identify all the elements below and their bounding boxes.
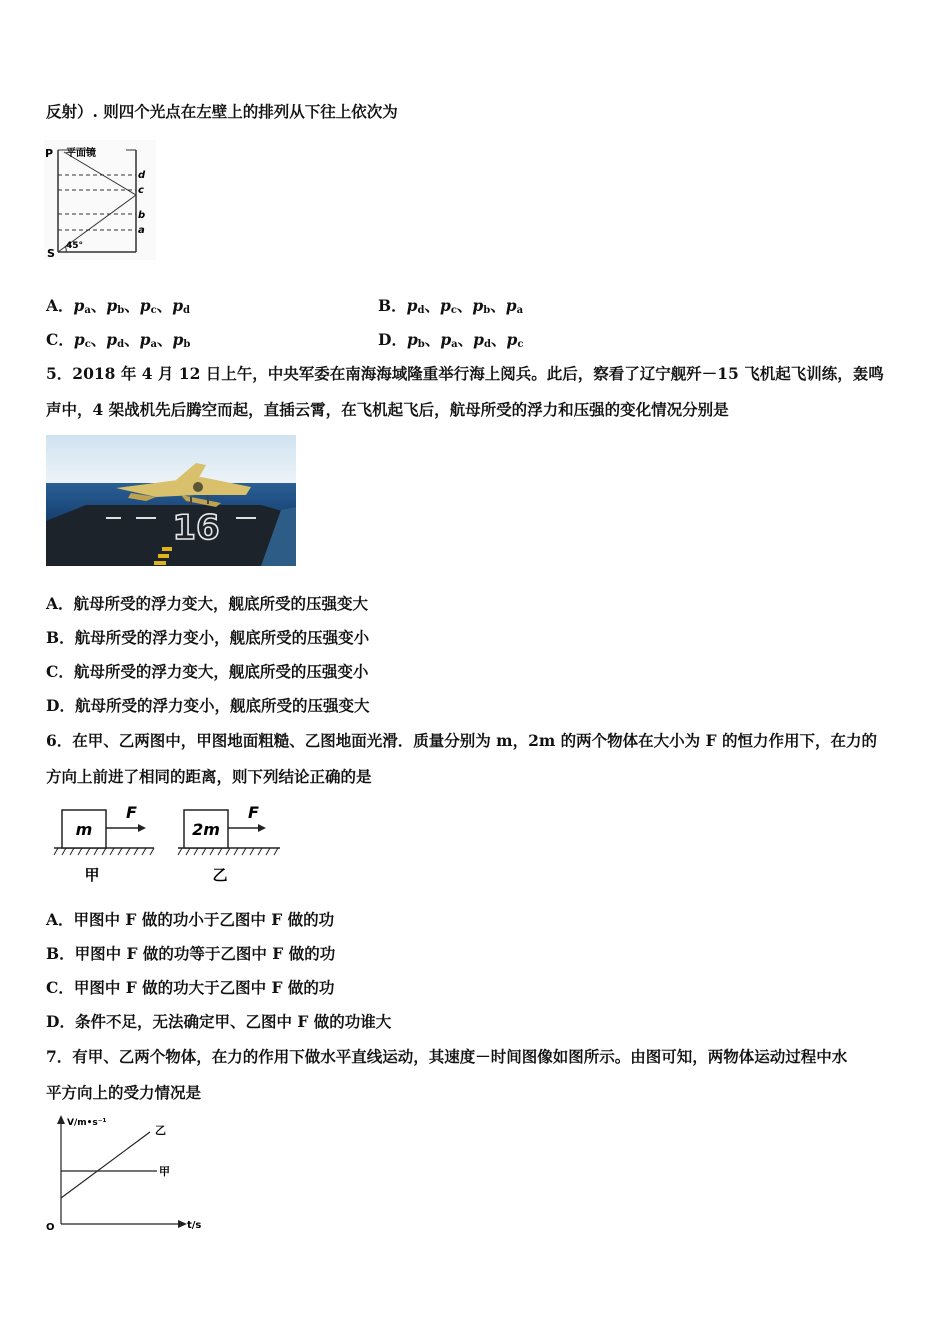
point-subscript: d [417, 305, 425, 316]
q6-option-c[interactable]: C．甲图中 F 做的功大于乙图中 F 做的功 [46, 978, 335, 997]
point-subscript: a [516, 305, 524, 316]
separator: 、 [491, 330, 507, 349]
point-subscript: a [84, 305, 91, 316]
point-symbol: p [440, 330, 452, 349]
option-key: B． [378, 296, 407, 315]
point-subscript: c [517, 339, 524, 350]
q5-stem-line1: 5．2018 年 4 月 12 日上午，中央军委在南海海域隆重举行海上阅兵。此后，察看了辽宁舰歼－15 飞机起飞训练，轰鸣 [46, 364, 884, 383]
q4-option-a[interactable] [46, 296, 190, 321]
separator: 、 [424, 330, 441, 349]
point-subscript: c [450, 305, 457, 316]
point-subscript: b [417, 339, 425, 350]
point-subscript: d [484, 339, 491, 350]
label-angle: 45° [66, 241, 84, 251]
q7-stem-line1: 7．有甲、乙两个物体，在力的作用下做水平直线运动，其速度－时间图像如图所示。由图可知，两物体运动过程中水 [46, 1047, 848, 1066]
label-yi: 乙 [155, 1124, 166, 1137]
point-symbol: p [73, 330, 85, 349]
point-subscript: b [183, 339, 191, 350]
separator: 、 [124, 296, 140, 315]
separator: 、 [457, 330, 474, 349]
point-symbol: p [406, 296, 418, 315]
point-subscript: a [451, 339, 458, 350]
point-symbol: p [473, 330, 484, 349]
point-symbol: p [472, 296, 484, 315]
point-symbol: p [106, 296, 118, 315]
force-f-yi: F [248, 803, 259, 822]
y-axis-label: V/m•s⁻¹ [67, 1118, 107, 1128]
option-key: D． [378, 330, 407, 349]
point-symbol: p [172, 296, 184, 315]
label-d: d [138, 170, 146, 181]
q5-option-b[interactable]: B．航母所受的浮力变小，舰底所受的压强变小 [46, 628, 370, 647]
point-subscript: d [117, 339, 125, 350]
separator: 、 [90, 296, 107, 315]
point-symbol: p [505, 296, 517, 315]
point-symbol: p [139, 296, 151, 315]
label-jia: 甲 [159, 1165, 170, 1178]
separator: 、 [156, 330, 173, 349]
q5-option-d[interactable]: D．航母所受的浮力变小，舰底所受的压强变大 [46, 696, 370, 715]
q6-option-a[interactable]: A．甲图中 F 做的功小于乙图中 F 做的功 [46, 910, 335, 929]
mass-m: m [75, 820, 93, 839]
q6-stem-line1: 6．在甲、乙两图中，甲图地面粗糙、乙图地面光滑．质量分别为 m，2m 的两个物体在大小为 F 的恒力作用下，在力的 [46, 731, 877, 750]
separator: 、 [424, 296, 440, 315]
label-b: b [138, 210, 146, 221]
q7-stem-line2: 平方向上的受力情况是 [46, 1083, 202, 1102]
point-symbol: p [506, 330, 518, 349]
label-jia: 甲 [84, 866, 100, 884]
q4-text: 反射）. 则四个光点在左壁上的排列从下往上依次为 [46, 102, 398, 121]
point-symbol: p [439, 296, 451, 315]
yi-line [61, 1132, 150, 1198]
point-symbol: p [106, 330, 118, 349]
label-yi: 乙 [212, 866, 228, 884]
velocity-time-graph [44, 1112, 214, 1236]
q5-option-c[interactable]: C．航母所受的浮力变大，舰底所受的压强变小 [46, 662, 369, 681]
q4-option-c[interactable] [46, 330, 190, 355]
deck-number: 16 [172, 508, 220, 548]
point-symbol: p [73, 296, 85, 315]
label-mirror: 平面镜 [66, 148, 96, 159]
point-subscript: a [150, 339, 157, 350]
point-symbol: p [406, 330, 418, 349]
separator: 、 [156, 296, 173, 315]
q4-option-d[interactable] [378, 330, 523, 355]
point-subscript: d [183, 305, 191, 316]
separator: 、 [90, 330, 107, 349]
force-boxes-figure [46, 798, 286, 888]
mass-2m: 2m [192, 820, 220, 839]
separator: 、 [124, 330, 140, 349]
x-axis-label: t/s [187, 1220, 202, 1231]
q6-stem-line2: 方向上前进了相同的距离，则下列结论正确的是 [46, 767, 372, 786]
origin-label: O [46, 1222, 55, 1233]
option-key: C． [46, 330, 74, 349]
carrier-jet-photo [46, 435, 296, 566]
label-c: c [138, 185, 144, 196]
separator: 、 [490, 296, 506, 315]
separator: 、 [456, 296, 473, 315]
point-subscript: b [483, 305, 491, 316]
point-subscript: c [150, 305, 157, 316]
label-a: a [138, 225, 145, 236]
q4-option-b[interactable] [378, 296, 523, 321]
force-f-jia: F [126, 803, 137, 822]
point-symbol: p [172, 330, 184, 349]
label-p: P [45, 147, 54, 160]
q5-option-a[interactable]: A．航母所受的浮力变大，舰底所受的压强变大 [46, 594, 369, 613]
mirror-reflection-figure [44, 140, 156, 260]
q6-option-d[interactable]: D．条件不足，无法确定甲、乙图中 F 做的功谁大 [46, 1012, 392, 1031]
option-key: A． [46, 296, 74, 315]
q5-stem-line2: 声中，4 架战机先后腾空而起，直插云霄，在飞机起飞后，航母所受的浮力和压强的变化情况分别是 [46, 400, 729, 419]
q6-option-b[interactable]: B．甲图中 F 做的功等于乙图中 F 做的功 [46, 944, 336, 963]
point-subscript: b [117, 305, 125, 316]
label-s: S [47, 247, 55, 260]
point-subscript: c [84, 339, 91, 350]
point-symbol: p [139, 330, 151, 349]
